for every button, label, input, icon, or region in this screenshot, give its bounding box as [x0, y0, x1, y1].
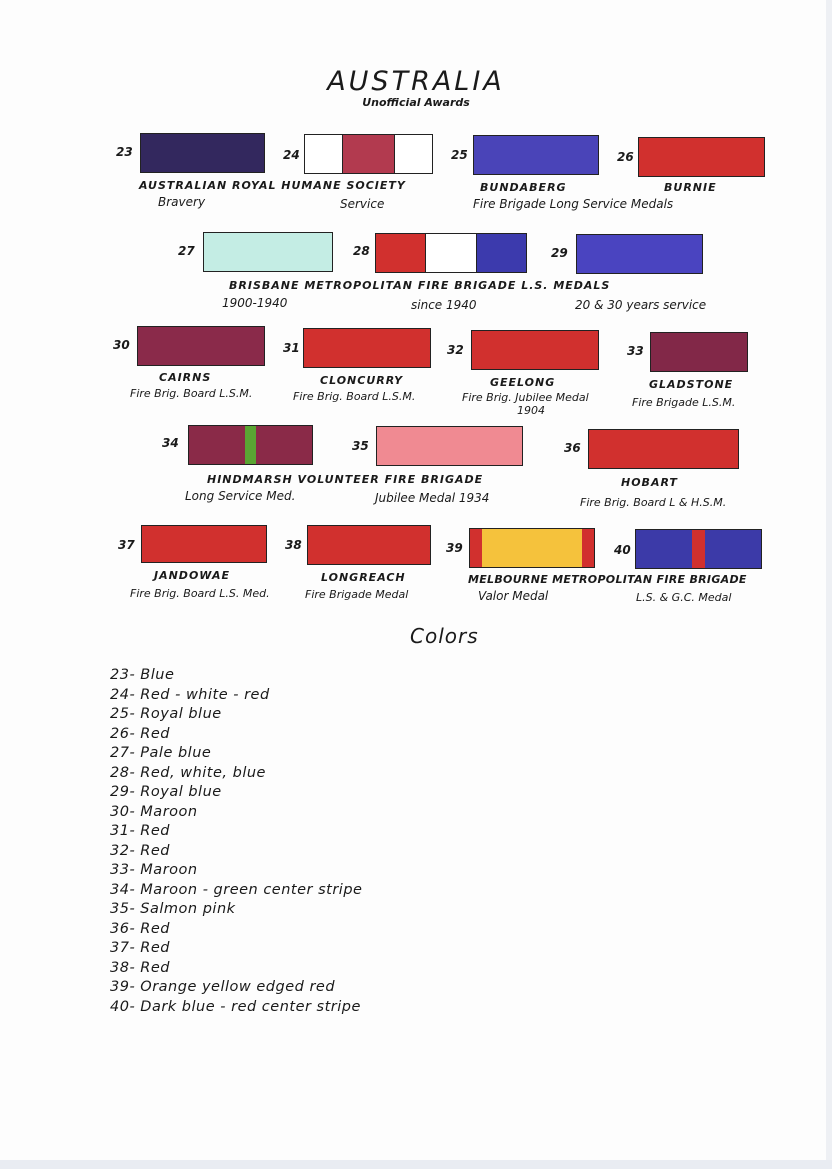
ribbon-stripe — [342, 135, 394, 173]
ribbon-number: 28 — [353, 244, 370, 258]
ribbon-stripe — [472, 331, 598, 369]
ribbon-swatch — [635, 529, 762, 569]
ribbon-stripe — [470, 529, 482, 567]
page-subtitle: Unofficial Awards — [362, 96, 470, 109]
ribbon-swatch — [576, 234, 703, 274]
ribbon-number: 32 — [447, 343, 464, 357]
ribbon-stripe — [256, 426, 312, 464]
color-list-item: 29- Royal blue — [110, 784, 222, 800]
ribbon-stripe — [476, 234, 526, 272]
ribbon-stripe — [482, 529, 582, 567]
ribbon-number: 36 — [564, 441, 581, 455]
ribbon-number: 24 — [283, 148, 300, 162]
caption-gladstone-medal: Fire Brigade L.S.M. — [632, 396, 736, 409]
ribbon-swatch — [140, 133, 265, 173]
ribbon-stripe — [651, 333, 747, 371]
ribbon-number: 31 — [283, 341, 300, 355]
caption-long-service: Fire Brigade Long Service Medals — [473, 197, 674, 211]
caption-cairns-medal: Fire Brig. Board L.S.M. — [130, 387, 253, 400]
ribbon-stripe — [394, 135, 432, 173]
color-list-item: 30- Maroon — [110, 803, 198, 820]
caption-longreach-medal: Fire Brigade Medal — [305, 588, 409, 601]
caption-cairns: CAIRNS — [159, 371, 212, 384]
ribbon-number: 38 — [285, 538, 302, 552]
color-list-item: 25- Royal blue — [110, 706, 222, 722]
color-list-item: 32- Red — [110, 842, 170, 859]
ribbon-number: 40 — [614, 543, 631, 557]
ribbon-number: 37 — [118, 538, 135, 552]
ribbon-stripe — [308, 526, 430, 564]
caption-jubilee-1934: Jubilee Medal 1934 — [375, 491, 490, 505]
caption-jandowae-medal: Fire Brig. Board L.S. Med. — [130, 587, 270, 600]
ribbon-swatch — [141, 525, 267, 563]
ribbon-number: 23 — [116, 145, 133, 159]
color-list-item: 34- Maroon - green center stripe — [110, 881, 363, 898]
ribbon-swatch — [588, 429, 739, 469]
colors-heading: Colors — [410, 624, 479, 648]
caption-hobart: HOBART — [621, 476, 678, 489]
ribbon-swatch — [376, 426, 523, 466]
ribbon-swatch — [638, 137, 765, 177]
ribbon-stripe — [142, 526, 266, 562]
ribbon-stripe — [141, 134, 264, 172]
caption-geelong-medal: Fire Brig. Jubilee Medal — [462, 391, 589, 404]
ribbon-number: 26 — [617, 150, 634, 164]
caption-lsgc-medal: L.S. & G.C. Medal — [636, 591, 732, 604]
caption-bundaberg: BUNDABERG — [480, 181, 567, 194]
color-list-item: 33- Maroon — [110, 862, 198, 878]
ribbon-swatch — [307, 525, 431, 565]
ribbon-number: 27 — [178, 244, 195, 258]
ribbon-swatch — [469, 528, 595, 568]
ribbon-stripe — [474, 136, 598, 174]
ribbon-stripe — [636, 530, 692, 568]
ribbon-swatch — [650, 332, 748, 372]
caption-bravery: Bravery — [158, 195, 206, 209]
ribbon-number: 39 — [446, 541, 463, 555]
color-list-item: 37- Red — [110, 940, 170, 956]
ribbon-stripe — [304, 329, 430, 367]
color-list-item: 39- Orange yellow edged red — [110, 979, 336, 995]
caption-society: AUSTRALIAN ROYAL HUMANE SOCIETY — [139, 179, 406, 192]
caption-gladstone: GLADSTONE — [649, 378, 734, 391]
ribbon-stripe — [425, 234, 475, 272]
ribbon-swatch — [375, 233, 527, 273]
ribbon-swatch — [303, 328, 431, 368]
ribbon-stripe — [705, 530, 761, 568]
ribbon-swatch — [304, 134, 433, 174]
ribbon-number: 30 — [113, 338, 130, 352]
ribbon-stripe — [204, 233, 332, 271]
color-list-item: 23- Blue — [110, 667, 175, 683]
ribbon-stripe — [189, 426, 245, 464]
caption-hobart-medal: Fire Brig. Board L & H.S.M. — [580, 496, 727, 509]
color-list-item: 27- Pale blue — [110, 745, 212, 761]
color-list-item: 35- Salmon pink — [110, 901, 236, 917]
color-list-item: 40- Dark blue - red center stripe — [110, 998, 361, 1015]
ribbon-stripe — [582, 529, 594, 567]
caption-since-1940: since 1940 — [411, 298, 477, 312]
ribbon-stripe — [138, 327, 264, 365]
color-list-item: 26- Red — [110, 725, 170, 742]
caption-valor-medal: Valor Medal — [478, 589, 549, 603]
ribbon-swatch — [137, 326, 265, 366]
ribbon-swatch — [473, 135, 599, 175]
caption-cloncurry-medal: Fire Brig. Board L.S.M. — [293, 390, 416, 403]
caption-hindmarsh: HINDMARSH VOLUNTEER FIRE BRIGADE — [207, 473, 484, 486]
ribbon-stripe — [577, 235, 702, 273]
caption-hindmarsh-long-service: Long Service Med. — [185, 489, 296, 503]
page-title: AUSTRALIA — [327, 66, 505, 97]
caption-geelong-year: 1904 — [517, 404, 545, 417]
color-list-item: 38- Red — [110, 959, 170, 976]
caption-1900-1940: 1900-1940 — [222, 296, 288, 310]
page-edge-right — [826, 0, 832, 1169]
ribbon-stripe — [639, 138, 764, 176]
caption-burnie: BURNIE — [664, 181, 717, 194]
colors-list — [110, 666, 362, 1017]
ribbon-number: 33 — [627, 344, 644, 358]
ribbon-swatch — [188, 425, 313, 465]
caption-brisbane: BRISBANE METROPOLITAN FIRE BRIGADE L.S. MEDALS — [229, 279, 611, 292]
caption-geelong: GEELONG — [490, 376, 556, 389]
ribbon-stripe — [692, 530, 705, 568]
caption-jandowae: JANDOWAE — [154, 569, 231, 582]
ribbon-stripe — [589, 430, 738, 468]
caption-melbourne: MELBOURNE METROPOLITAN FIRE BRIGADE — [468, 573, 747, 586]
caption-service: Service — [340, 197, 385, 211]
caption-years-service: 20 & 30 years service — [575, 298, 707, 312]
ribbon-number: 34 — [162, 436, 179, 450]
page-edge-bottom — [0, 1160, 832, 1169]
ribbon-swatch — [471, 330, 599, 370]
ribbon-number: 25 — [451, 148, 468, 162]
color-list-item: 36- Red — [110, 920, 170, 937]
ribbon-stripe — [377, 427, 522, 465]
ribbon-number: 29 — [551, 246, 568, 260]
ribbon-stripe — [305, 135, 342, 173]
color-list-item: 28- Red, white, blue — [110, 764, 266, 781]
color-list-item: 31- Red — [110, 823, 170, 839]
ribbon-number: 35 — [352, 439, 369, 453]
ribbon-stripe — [245, 426, 256, 464]
ribbon-stripe — [376, 234, 425, 272]
color-list-item: 24- Red - white - red — [110, 686, 270, 703]
caption-longreach: LONGREACH — [321, 571, 406, 584]
ribbon-swatch — [203, 232, 333, 272]
caption-cloncurry: CLONCURRY — [320, 374, 404, 387]
